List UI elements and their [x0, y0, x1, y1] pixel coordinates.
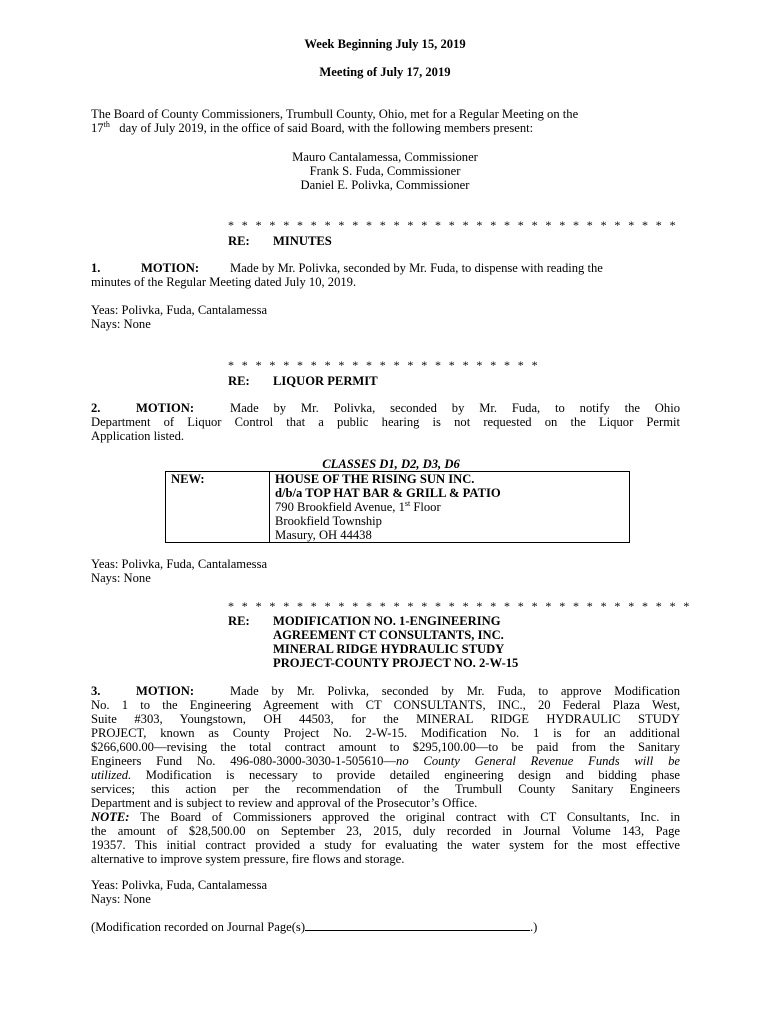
- motion-2-number: 2.: [91, 401, 101, 415]
- motion-3-line-1: [91, 684, 681, 698]
- motion-3-line-5: $266,600.00—revising the total contract amount to $295,100.00—to be paid from the Sanitary: [91, 740, 680, 754]
- permit-holder-name: HOUSE OF THE RISING SUN INC.: [275, 472, 475, 486]
- motion-1-label: MOTION:: [141, 261, 200, 275]
- journal-recorded-close: .): [530, 920, 538, 934]
- re-title-liquor: LIQUOR PERMIT: [273, 374, 378, 388]
- separator-stars-3: * * * * * * * * * * * * * * * * * * * * * * * * * * * * * * * * * *: [228, 599, 692, 613]
- motion-3-line-2: No. 1 to the Engineering Agreement with CT CONSULTANTS, INC., 20 Federal Plaza West,: [91, 698, 680, 712]
- motion-3-line-7-rest: Modification is necessary to provide detailed engineering design and bidding phase: [131, 768, 680, 782]
- motion-3-number: 3.: [91, 684, 101, 698]
- motion-2-label: MOTION:: [136, 401, 195, 415]
- motion-3-line-4: PROJECT, known as County Project No. 2-W-15. Modification No. 1 is for an additional: [91, 726, 680, 740]
- permit-address-2: Brookfield Township: [275, 514, 382, 528]
- motion-3-text-1: Made by Mr. Polivka, seconded by Mr. Fuda, to approve Modification: [230, 684, 680, 698]
- motion-3-label: MOTION:: [136, 684, 195, 698]
- motion-3-fund: Engineers Fund No. 496-080-3000-3030-1-505610—: [91, 754, 397, 768]
- motion-1-line-2: minutes of the Regular Meeting dated July 10, 2019.: [91, 275, 357, 289]
- permit-dba: d/b/a TOP HAT BAR & GRILL & PATIO: [275, 486, 501, 500]
- intro-line-2: [91, 121, 681, 135]
- week-heading: Week Beginning July 15, 2019: [304, 37, 466, 51]
- permit-address-1: [275, 500, 624, 514]
- note-line-4: alternative to improve system pressure, fire flows and storage.: [91, 852, 405, 866]
- re-label-2: RE:: [228, 374, 250, 388]
- nays-1: Nays: None: [91, 317, 151, 331]
- motion-2-line-2: Department of Liquor Control that a public hearing is not requested on the Liquor Permit: [91, 415, 680, 429]
- yeas-3: Yeas: Polivka, Fuda, Cantalamessa: [91, 878, 268, 892]
- table-row: [166, 472, 630, 543]
- meeting-heading: Meeting of July 17, 2019: [319, 65, 451, 79]
- intro-line-1: The Board of County Commissioners, Trumbull County, Ohio, met for a Regular Meeting on the: [91, 107, 579, 121]
- member-3: Daniel E. Polivka, Commissioner: [300, 178, 470, 192]
- intro-day-suffix: th: [103, 120, 110, 129]
- motion-3-line-8: services; this action per the recommendation of the Trumbull County Sanitary Engineers: [91, 782, 680, 796]
- nays-2: Nays: None: [91, 571, 151, 585]
- journal-page-blank: [305, 920, 530, 931]
- motion-1-line-1: [91, 261, 681, 275]
- motion-3-line-3: Suite #303, Youngstown, OH 44503, for the MINERAL RIDGE HYDRAULIC STUDY: [91, 712, 680, 726]
- yeas-2: Yeas: Polivka, Fuda, Cantalamessa: [91, 557, 268, 571]
- intro-day: 17: [91, 121, 104, 135]
- re-title-minutes: MINUTES: [273, 234, 332, 248]
- re-title-modification-2: AGREEMENT CT CONSULTANTS, INC.: [273, 628, 504, 642]
- liquor-permit-table: [165, 471, 630, 543]
- permit-address-1-main: 790 Brookfield Avenue, 1: [275, 500, 405, 514]
- member-1: Mauro Cantalamessa, Commissioner: [292, 150, 478, 164]
- nays-3: Nays: None: [91, 892, 151, 906]
- motion-2-line-3: Application listed.: [91, 429, 185, 443]
- motion-2-line-1: [91, 401, 681, 415]
- motion-3-line-9: Department and is subject to review and approval of the Prosecutor’s Office.: [91, 796, 478, 810]
- journal-recorded-line: [91, 920, 537, 934]
- re-title-modification-4: PROJECT-COUNTY PROJECT NO. 2-W-15: [273, 656, 519, 670]
- motion-3-line-7: [91, 768, 680, 782]
- motion-3-no-general-funds: no County General Revenue Funds will be: [396, 754, 680, 768]
- member-2: Frank S. Fuda, Commissioner: [309, 164, 461, 178]
- permit-address-1-sup: st: [404, 499, 411, 508]
- re-title-modification-3: MINERAL RIDGE HYDRAULIC STUDY: [273, 642, 505, 656]
- permit-address-3: Masury, OH 44438: [275, 528, 372, 542]
- motion-3-line-6: [91, 754, 680, 768]
- motion-2-text-1: Made by Mr. Polivka, seconded by Mr. Fuda, to notify the Ohio: [230, 401, 680, 415]
- permit-details-cell: [270, 472, 630, 543]
- intro-line-2-rest: day of July 2019, in the office of said Board, with the following members present:: [119, 121, 534, 135]
- journal-recorded-text: (Modification recorded on Journal Page(s): [91, 920, 306, 934]
- note-line-1: [91, 810, 680, 824]
- note-line-3: 19357. This initial contract provided a study for evaluating the water system for the most effective: [91, 838, 680, 852]
- permit-address-1-floor: Floor: [410, 500, 441, 514]
- liquor-classes: CLASSES D1, D2, D3, D6: [322, 457, 460, 471]
- table-label-new: NEW:: [166, 472, 270, 543]
- re-label-1: RE:: [228, 234, 250, 248]
- motion-1-text-1: Made by Mr. Polivka, seconded by Mr. Fuda, to dispense with reading the: [230, 261, 603, 275]
- motion-1-number: 1.: [91, 261, 101, 275]
- motion-3-utilized: utilized.: [91, 768, 132, 782]
- note-label: NOTE:: [91, 810, 130, 824]
- separator-stars-2: * * * * * * * * * * * * * * * * * * * * * * *: [228, 358, 540, 372]
- note-line-2: the amount of $28,500.00 on September 23, 2015, duly recorded in Journal Volume 143, Page: [91, 824, 680, 838]
- re-title-modification-1: MODIFICATION NO. 1-ENGINEERING: [273, 614, 501, 628]
- re-label-3: RE:: [228, 614, 250, 628]
- note-text-1: The Board of Commissioners approved the original contract with CT Consultants, Inc. in: [129, 810, 680, 824]
- separator-stars-1: * * * * * * * * * * * * * * * * * * * * * * * * * * * * * * * * *: [228, 218, 678, 232]
- yeas-1: Yeas: Polivka, Fuda, Cantalamessa: [91, 303, 268, 317]
